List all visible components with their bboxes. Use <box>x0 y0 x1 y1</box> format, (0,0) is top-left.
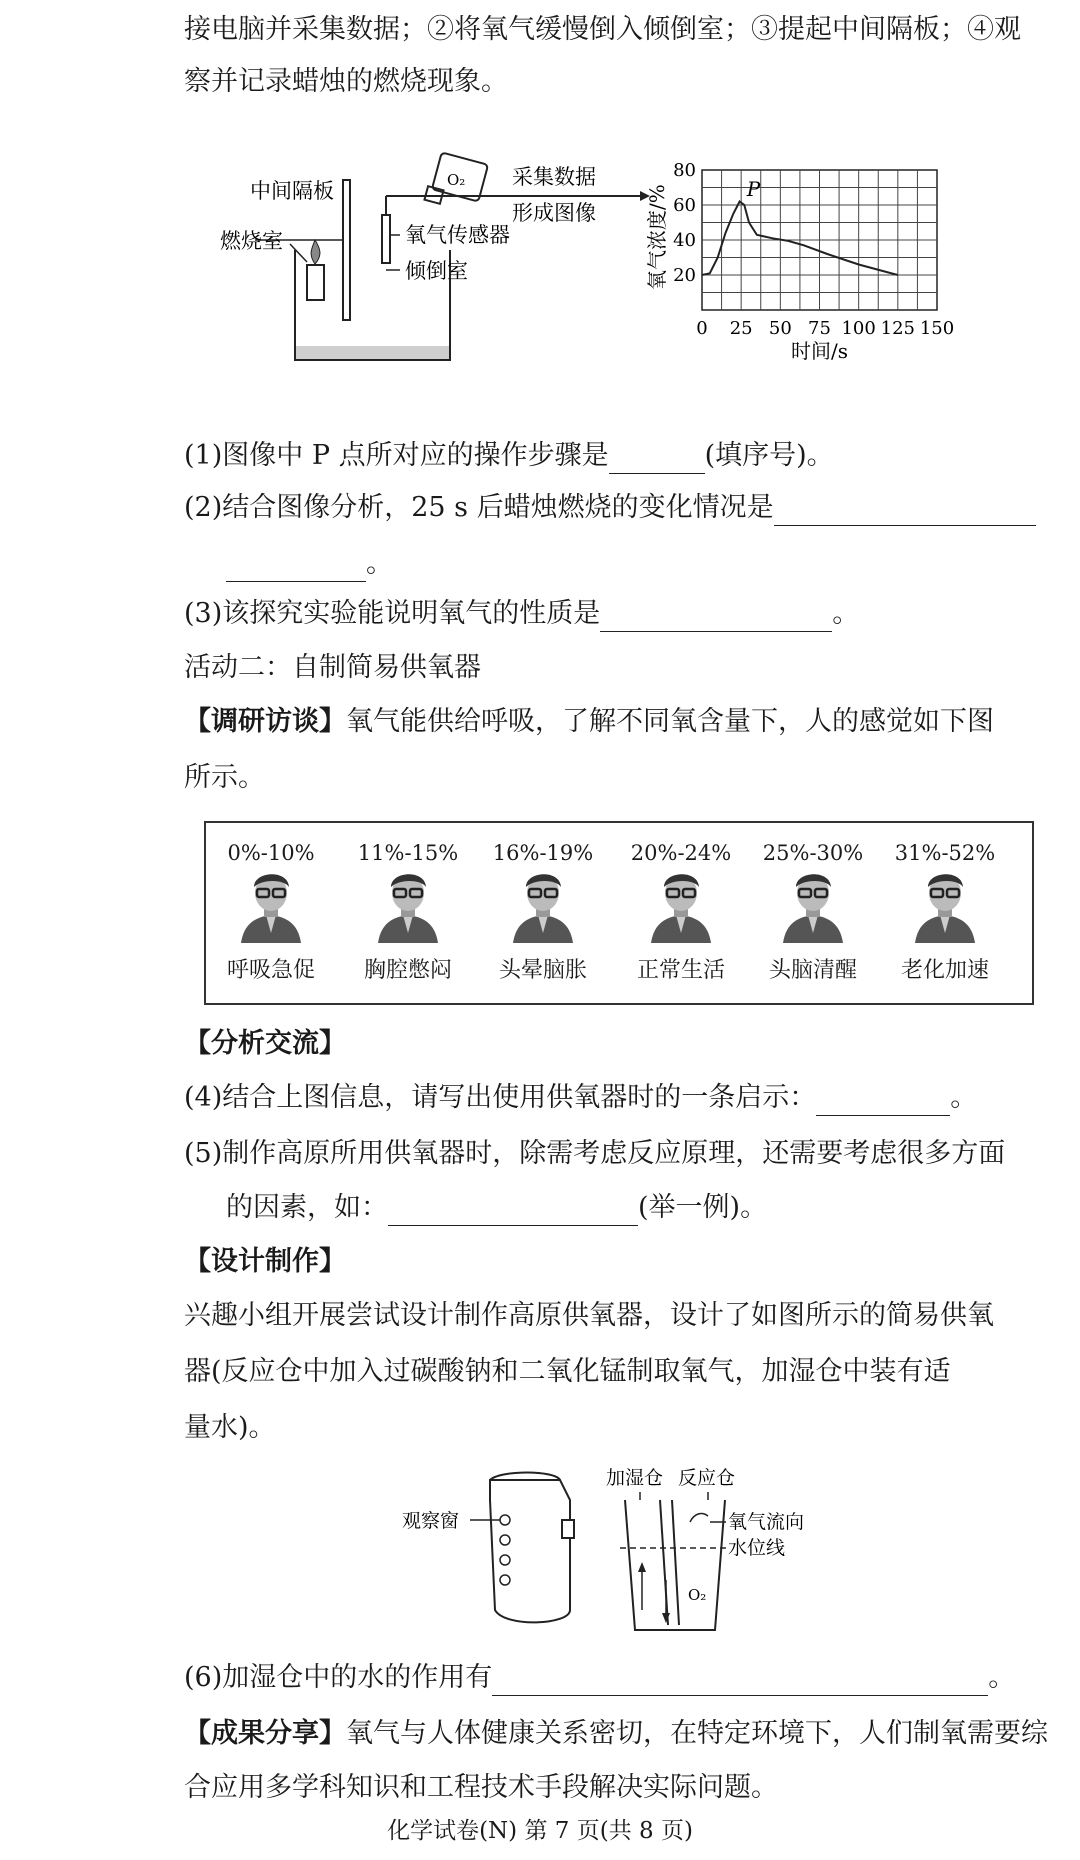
question-1 <box>184 438 834 474</box>
q1-suffix: (填序号)。 <box>704 440 834 471</box>
person-icon <box>236 865 306 943</box>
share-tag: 【成果分享】 <box>184 1718 346 1749</box>
question-5-line-2 <box>226 1190 767 1226</box>
share-text: 氧气与人体健康关系密切，在特定环境下，人们制氧需要综 <box>346 1718 1048 1749</box>
form-image-label: 形成图像 <box>512 201 596 225</box>
oxygen-generator-diagram <box>402 1460 830 1640</box>
device-o2-label: O₂ <box>688 1586 707 1604</box>
x-tick-label: 150 <box>919 318 955 339</box>
water-line-label: 水位线 <box>728 1537 786 1559</box>
oxygen-range: 11%-15% <box>357 841 459 865</box>
q5-prefix: 的因素，如： <box>226 1192 388 1223</box>
reaction-chamber-label: 反应仓 <box>678 1467 736 1489</box>
q4-text: (4)结合上图信息，请写出使用供氧器时的一条启示： <box>184 1082 817 1113</box>
q2-answer-blank-1[interactable] <box>774 499 1036 526</box>
x-tick-label: 75 <box>808 318 831 339</box>
q2-end: 。 <box>366 548 393 579</box>
person-icon <box>646 865 716 943</box>
x-axis-label: 时间/s <box>790 339 849 363</box>
partition-label: 中间隔板 <box>250 179 334 203</box>
share-line-2: 合应用多学科知识和工程技术手段解决实际问题。 <box>184 1772 778 1803</box>
collect-data-label: 采集数据 <box>512 165 596 189</box>
q5-suffix: (举一例)。 <box>638 1192 768 1223</box>
design-tag: 【设计制作】 <box>184 1246 346 1277</box>
burn-room-label: 燃烧室 <box>220 229 283 253</box>
q2-text: (2)结合图像分析，25 s 后蜡烛燃烧的变化情况是 <box>184 492 774 523</box>
question-2-cont <box>226 546 393 582</box>
page-footer: 化学试卷(N) 第 7 页(共 8 页) <box>387 1818 693 1844</box>
q4-end: 。 <box>950 1082 978 1113</box>
o2-label: O₂ <box>447 171 466 189</box>
x-tick-label: 50 <box>768 318 792 339</box>
oxygen-range: 20%-24% <box>630 841 732 865</box>
oxygen-feeling: 头晕脑胀 <box>498 958 587 983</box>
person-icon <box>508 865 578 943</box>
oxygen-level-item <box>748 823 878 984</box>
oxygen-level-item <box>880 823 1010 984</box>
q1-prefix: (1)图像中 P 点所对应的操作步骤是 <box>184 440 609 471</box>
observation-window-label: 观察窗 <box>402 1510 460 1532</box>
q5-answer-blank[interactable] <box>388 1199 638 1226</box>
x-tick-label: 125 <box>880 318 916 339</box>
x-tick-label: 25 <box>729 318 753 339</box>
q6-end: 。 <box>988 1662 1016 1693</box>
intro-line-1: 接电脑并采集数据；②将氧气缓慢倒入倾倒室；③提起中间隔板；④观 <box>184 14 1021 45</box>
q2-answer-blank-2[interactable] <box>226 555 366 582</box>
oxygen-feeling: 老化加速 <box>900 958 989 983</box>
question-3 <box>184 596 859 632</box>
oxygen-level-item <box>206 823 336 984</box>
intro-line-2: 察并记录蜡烛的燃烧现象。 <box>184 66 508 97</box>
research-text: 氧气能供给呼吸，了解不同氧含量下，人的感觉如下图 <box>346 706 994 737</box>
question-4 <box>184 1080 977 1116</box>
oxygen-feeling: 头脑清醒 <box>768 958 857 983</box>
oxygen-feeling: 胸腔憋闷 <box>363 958 452 983</box>
y-tick-label: 60 <box>673 195 696 216</box>
person-icon <box>373 865 443 943</box>
oxygen-range: 0%-10% <box>227 841 315 865</box>
oxygen-level-item <box>478 823 608 984</box>
oxygen-concentration-chart <box>640 160 1000 410</box>
q6-text: (6)加湿仓中的水的作用有 <box>184 1662 493 1693</box>
activity-2-title: 活动二：自制简易供氧器 <box>184 652 481 683</box>
oxygen-range: 16%-19% <box>492 841 594 865</box>
question-2 <box>184 490 1036 526</box>
design-line-1: 兴趣小组开展尝试设计制作高原供氧器，设计了如图所示的简易供氧 <box>184 1300 994 1331</box>
design-line-2: 器(反应仓中加入过碳酸钠和二氧化锰制取氧气，加湿仓中装有适 <box>184 1356 951 1387</box>
q6-answer-blank[interactable] <box>492 1669 988 1696</box>
oxygen-level-item <box>343 823 473 984</box>
question-5-line-1: (5)制作高原所用供氧器时，除需考虑反应原理，还需要考虑很多方面 <box>184 1138 1006 1169</box>
humidify-chamber-label: 加湿仓 <box>606 1467 664 1489</box>
person-icon <box>910 865 980 943</box>
x-tick-label: 0 <box>696 318 708 339</box>
chart-grid <box>702 170 937 310</box>
oxygen-feeling: 正常生活 <box>636 958 725 983</box>
q3-answer-blank[interactable] <box>600 605 832 632</box>
question-6 <box>184 1660 1015 1696</box>
apparatus-diagram <box>220 140 650 370</box>
oxygen-feeling: 呼吸急促 <box>226 958 315 983</box>
design-line-3: 量水)。 <box>184 1412 276 1443</box>
y-tick-label: 20 <box>673 265 696 286</box>
research-line-1 <box>184 704 994 740</box>
q3-text: (3)该探究实验能说明氧气的性质是 <box>184 598 601 629</box>
q4-answer-blank[interactable] <box>816 1089 950 1116</box>
y-tick-label: 40 <box>673 230 696 251</box>
person-icon <box>778 865 848 943</box>
oxygen-range: 25%-30% <box>762 841 864 865</box>
research-tag: 【调研访谈】 <box>184 706 346 737</box>
pour-room-label: 倾倒室 <box>405 259 468 283</box>
y-axis-label: 氧气浓度/% <box>645 184 669 290</box>
oxygen-range: 31%-52% <box>894 841 996 865</box>
x-tick-label: 100 <box>841 318 876 339</box>
sensor-label: 氧气传感器 <box>405 223 510 247</box>
q3-end: 。 <box>832 598 860 629</box>
y-tick-label: 80 <box>673 160 696 181</box>
oxygen-flow-label: 氧气流向 <box>728 1511 805 1533</box>
analysis-tag: 【分析交流】 <box>184 1028 346 1059</box>
oxygen-level-item <box>616 823 746 984</box>
research-line-2: 所示。 <box>184 762 265 793</box>
q1-answer-blank[interactable] <box>609 447 705 474</box>
oxygen-level-panel <box>204 821 1034 1005</box>
share-line-1 <box>184 1716 1048 1752</box>
annotation-p: P <box>746 176 761 201</box>
